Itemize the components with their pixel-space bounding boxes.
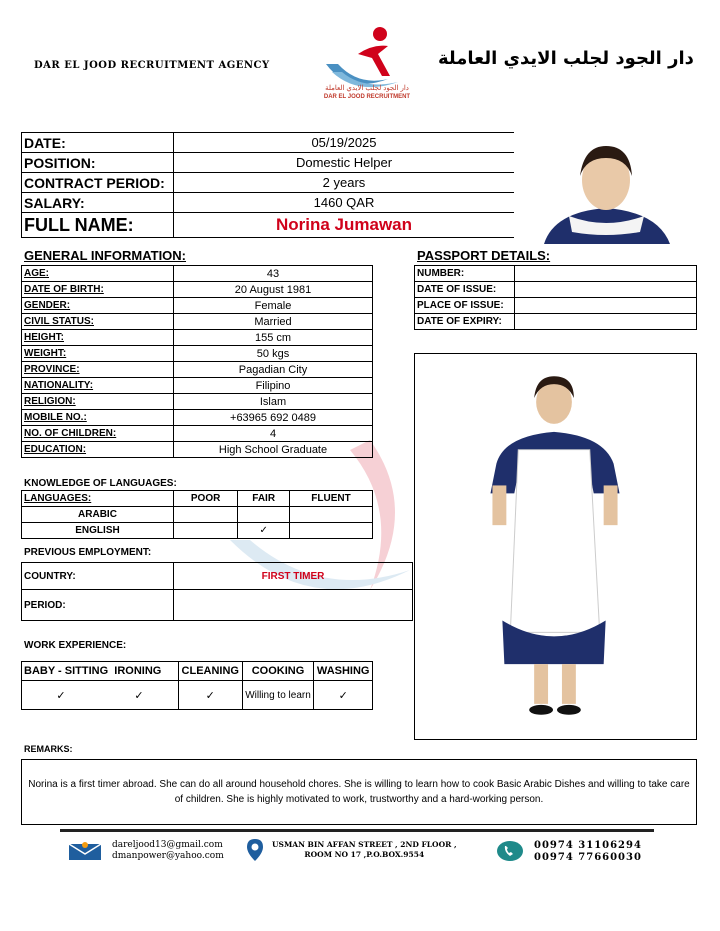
- row-value: Married: [174, 314, 373, 330]
- country-value: FIRST TIMER: [174, 563, 413, 590]
- row-label: NATIONALITY:: [22, 378, 174, 394]
- row-value: Pagadian City: [174, 362, 373, 378]
- language-level: [174, 523, 238, 539]
- header-cell: FLUENT: [290, 491, 373, 507]
- table-row: [22, 507, 373, 523]
- washing-value: ✓: [314, 681, 373, 710]
- table-row: [22, 410, 373, 426]
- country-label: COUNTRY:: [22, 563, 174, 590]
- language-level: [238, 507, 290, 523]
- table-row: [22, 282, 373, 298]
- row-label: PROVINCE:: [22, 362, 174, 378]
- employment-title: PREVIOUS EMPLOYMENT:: [24, 547, 152, 558]
- row-label: DATE OF ISSUE:: [415, 282, 515, 298]
- row-value: +63965 692 0489: [174, 410, 373, 426]
- footer-address: [272, 840, 457, 860]
- languages-table: [21, 490, 373, 539]
- washing-header: WASHING: [314, 662, 373, 681]
- table-row: [22, 346, 373, 362]
- row-value: High School Graduate: [174, 442, 373, 458]
- babysitting-value: ✓: [22, 681, 101, 710]
- cleaning-value: ✓: [179, 681, 243, 710]
- email-1[interactable]: dareljood13@gmail.com: [112, 840, 223, 850]
- footer-divider: [60, 829, 654, 832]
- table-row: [22, 298, 373, 314]
- row-value: Filipino: [174, 378, 373, 394]
- row-value: 50 kgs: [174, 346, 373, 362]
- language-name: ENGLISH: [22, 523, 174, 539]
- work-table: [21, 661, 373, 710]
- location-pin-icon: [246, 838, 264, 862]
- email-2[interactable]: dmanpower@yahoo.com: [112, 851, 224, 861]
- header-cell: [22, 662, 179, 681]
- contract-label: CONTRACT PERIOD:: [22, 173, 174, 193]
- language-name: ARABIC: [22, 507, 174, 523]
- row-label: DATE OF BIRTH:: [22, 282, 174, 298]
- cleaning-header: CLEANING: [179, 662, 243, 681]
- header-cell: FAIR: [238, 491, 290, 507]
- position-value: Domestic Helper: [174, 153, 515, 173]
- table-header-row: [22, 662, 373, 681]
- row-value: [515, 282, 697, 298]
- language-level: ✓: [238, 523, 290, 539]
- header-cell: LANGUAGES:: [22, 491, 174, 507]
- table-row: [22, 394, 373, 410]
- top-info-table: [21, 132, 515, 238]
- address-line-1: USMAN BIN AFFAN STREET , 2ND FLOOR ,: [272, 840, 457, 849]
- period-value: [174, 590, 413, 621]
- row-label: MOBILE NO.:: [22, 410, 174, 426]
- row-label: PLACE OF ISSUE:: [415, 298, 515, 314]
- table-row: [22, 266, 373, 282]
- salary-label: SALARY:: [22, 193, 174, 213]
- table-row: [415, 298, 697, 314]
- contract-value: 2 years: [174, 173, 515, 193]
- row-label: CIVIL STATUS:: [22, 314, 174, 330]
- row-label: WEIGHT:: [22, 346, 174, 362]
- table-row: [22, 378, 373, 394]
- row-label: RELIGION:: [22, 394, 174, 410]
- table-row: [22, 442, 373, 458]
- footer-emails: [112, 840, 224, 862]
- period-label: PERIOD:: [22, 590, 174, 621]
- table-row: [22, 330, 373, 346]
- table-row: [22, 590, 413, 621]
- row-value: Islam: [174, 394, 373, 410]
- agency-name-en: DAR EL JOOD RECRUITMENT AGENCY: [34, 60, 270, 71]
- phone-icon: [496, 840, 524, 862]
- fullname-value: Norina Jumawan: [174, 213, 515, 238]
- row-value: 155 cm: [174, 330, 373, 346]
- languages-title: KNOWLEDGE OF LANGUAGES:: [24, 478, 177, 489]
- fullname-label: FULL NAME:: [22, 213, 174, 238]
- work-title: WORK EXPERIENCE:: [24, 640, 127, 651]
- general-info-title: GENERAL INFORMATION:: [24, 248, 187, 263]
- babysitting-header: BABY - SITTING: [24, 665, 109, 677]
- footer-phones: [534, 840, 642, 864]
- row-value: 20 August 1981: [174, 282, 373, 298]
- agency-name-ar: دار الجود لجلب الايدي العاملة: [438, 48, 694, 69]
- position-label: POSITION:: [22, 153, 174, 173]
- row-value: Female: [174, 298, 373, 314]
- table-row: [22, 681, 373, 710]
- row-value: [515, 266, 697, 282]
- remarks-text: Norina is a first timer abroad. She can do all around household chores. She is willing to learn how to cook Basic Arabic Dishes and willing to take care of children. She is highly motivated to work, trustworthy and a hard-working person.: [21, 759, 697, 825]
- passport-title: PASSPORT DETAILS:: [417, 248, 551, 263]
- logo-caption-en: DAR EL JOOD RECRUITMENT: [323, 94, 411, 100]
- date-label: DATE:: [22, 133, 174, 153]
- row-label: EDUCATION:: [22, 442, 174, 458]
- table-row: [22, 314, 373, 330]
- table-row: [415, 314, 697, 330]
- mail-icon: [68, 841, 102, 861]
- row-label: HEIGHT:: [22, 330, 174, 346]
- table-row: [22, 362, 373, 378]
- table-row: [415, 282, 697, 298]
- row-value: [515, 314, 697, 330]
- phone-2[interactable]: 00974 77660030: [534, 852, 642, 863]
- date-value: 05/19/2025: [174, 133, 515, 153]
- phone-1[interactable]: 00974 31106294: [534, 840, 642, 851]
- row-label: NUMBER:: [415, 266, 515, 282]
- table-row: [22, 426, 373, 442]
- language-level: [290, 523, 373, 539]
- full-body-photo: [414, 353, 697, 740]
- ironing-value: ✓: [100, 681, 179, 710]
- row-value: [515, 298, 697, 314]
- cooking-header: COOKING: [242, 662, 314, 681]
- header-cell: POOR: [174, 491, 238, 507]
- table-row: [22, 563, 413, 590]
- remarks-title: REMARKS:: [24, 744, 73, 754]
- cooking-value: Willing to learn: [242, 681, 314, 710]
- table-row: [22, 523, 373, 539]
- employment-table: [21, 562, 413, 621]
- row-label: GENDER:: [22, 298, 174, 314]
- row-label: AGE:: [22, 266, 174, 282]
- language-level: [174, 507, 238, 523]
- address-line-2: ROOM NO 17 ,P.O.BOX.9554: [304, 850, 425, 859]
- general-info-table: [21, 265, 373, 458]
- table-row: [415, 266, 697, 282]
- row-label: NO. OF CHILDREN:: [22, 426, 174, 442]
- language-level: [290, 507, 373, 523]
- row-value: 43: [174, 266, 373, 282]
- table-header-row: [22, 491, 373, 507]
- row-value: 4: [174, 426, 373, 442]
- ironing-header: IRONING: [114, 665, 162, 677]
- logo-caption-ar: دار الجود لجلب الايدي العاملة: [325, 85, 409, 92]
- row-label: DATE OF EXPIRY:: [415, 314, 515, 330]
- salary-value: 1460 QAR: [174, 193, 515, 213]
- passport-table: [414, 265, 697, 330]
- portrait-photo: [514, 132, 698, 244]
